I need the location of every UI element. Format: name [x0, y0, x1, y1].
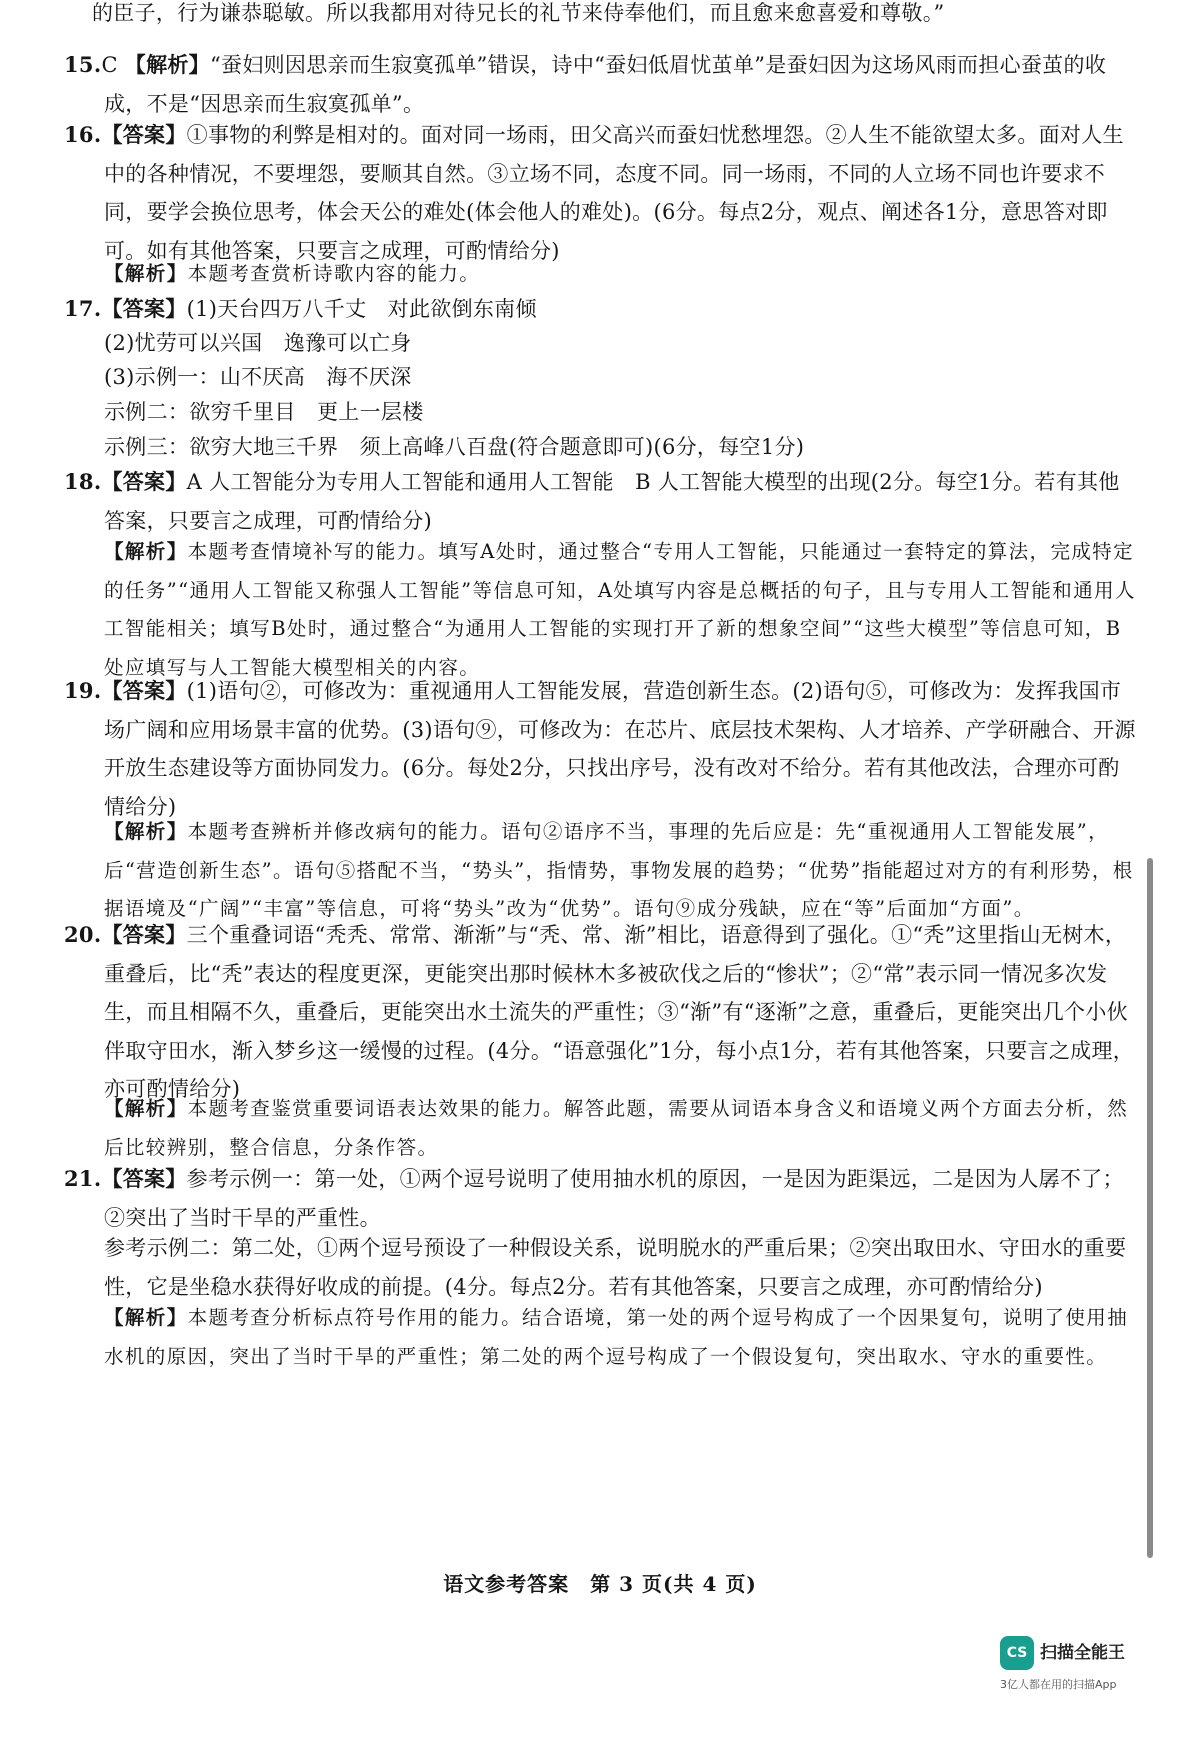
question-number: 17.: [64, 296, 102, 321]
answer-line: 示例三：欲穷大地三千界 须上高峰八百盘(符合题意即可)(6分，每空1分): [104, 435, 805, 459]
question-21-analysis: 【解析】本题考查分析标点符号作用的能力。结合语境，第一处的两个逗号构成了一个因果复句，说明了使用抽水机的原因，突出了当时干旱的严重性；第二处的两个逗号构成了一个假设复句，突出取水、守水的重要性。: [104, 1306, 1129, 1368]
question-20-answer: [64, 916, 1136, 1109]
question-19-analysis: 【解析】本题考查辨析并修改病句的能力。语句②语序不当，事理的先后应是：先“重视通用人工智能发展”，后“营造创新生态”。语句⑤搭配不当，“势头”，指情势，事物发展的趋势；“优势”指能超过对方的有利形势，根据语境及“广阔”“丰富”等信息，可将“势头”改为“优势”。语句⑨成分残缺，应在“等”后面加“方面”。: [104, 820, 1134, 920]
question-19-answer: [64, 672, 1136, 826]
question-text: C 【解析】“蚕妇则因思亲而生寂寞孤单”错误，诗中“蚕妇低眉忧茧单”是蚕妇因为这场风雨而担心蚕茧的收成，不是“因思亲而生寂寞孤单”。: [101, 52, 1107, 116]
section-marker: 【解析】: [124, 52, 210, 77]
question-17-answer: [64, 290, 1136, 329]
camscanner-logo-icon: CS: [1000, 1636, 1034, 1670]
section-marker: 【答案】: [101, 122, 187, 147]
question-16-analysis: 【解析】本题考查赏析诗歌内容的能力。: [104, 262, 481, 285]
answer-text: 【答案】(1)天台四万八千丈 对此欲倒东南倾: [101, 296, 537, 321]
answer-line: 示例二：欲穷千里目 更上一层楼: [104, 400, 424, 424]
answer-line: (2)忧劳可以兴国 逸豫可以亡身: [104, 331, 412, 355]
answer-line: 参考示例二：第二处，①两个逗号预设了一种假设关系，说明脱水的严重后果；②突出取田水、守田水的重要性，它是坐稳水获得好收成的前提。(4分。每点2分。若有其他答案，只要言之成理，亦可酌情给分): [104, 1236, 1127, 1299]
watermark-name: 扫描全能王: [1040, 1643, 1125, 1663]
continuation-line: 的臣子，行为谦恭聪敏。所以我都用对待兄长的礼节来侍奉他们，而且愈来愈喜爱和尊敬。”: [92, 1, 945, 25]
answer-text: 【答案】①事物的利弊是相对的。面对同一场雨，田父高兴而蚕妇忧愁埋怨。②人生不能欲望太多。面对人生中的各种情况，不要埋怨，要顺其自然。③立场不同，态度不同。同一场雨，不同的人立场不同也许要求不同，要学会换位思考，体会天公的难处(体会他人的难处)。(6分。每点2分，观点、阐述各1分，意思答对即可。如有其他答案，只要言之成理，可酌情给分): [101, 122, 1124, 263]
question-20-analysis: 【解析】本题考查鉴赏重要词语表达效果的能力。解答此题，需要从词语本身含义和语境义两个方面去分析，然后比较辨别，整合信息，分条作答。: [104, 1097, 1129, 1159]
answer-text: 【答案】三个重叠词语“秃秃、常常、渐渐”与“秃、常、渐”相比，语意得到了强化。①“秃”这里指山无树木，重叠后，比“秃”表达的程度更深，更能突出那时候林木多被砍伐之后的“惨状”；②“常”表示同一情况多次发生，而且相隔不久，重叠后，更能突出水土流失的严重性；③“渐”有“逐渐”之意，重叠后，更能突出几个小伙伴取守田水，渐入梦乡这一缓慢的过程。(4分。“语意强化”1分，每小点1分，若有其他答案，只要言之成理，亦可酌情给分): [101, 922, 1135, 1101]
question-number: 20.: [64, 922, 102, 947]
section-marker: 【答案】: [101, 678, 187, 703]
question-number: 19.: [64, 678, 102, 703]
scrollbar[interactable]: [1147, 858, 1153, 1558]
section-marker: 【答案】: [101, 469, 187, 494]
question-18-analysis: 【解析】本题考查情境补写的能力。填写A处时，通过整合“专用人工智能，只能通过一套特定的算法，完成特定的任务”“通用人工智能又称强人工智能”等信息可知，A处填写内容是总概括的句子，且与专用人工智能和通用人工智能相关；填写B处时，通过整合“为通用人工智能的实现打开了新的想象空间”“这些大模型”等信息可知，B处应填写与人工智能大模型相关的内容。: [104, 540, 1136, 679]
question-number: 21.: [64, 1166, 102, 1191]
question-15: [64, 46, 1136, 123]
question-18-answer: [64, 463, 1136, 540]
question-16-answer: [64, 116, 1136, 270]
question-number: 15.: [64, 52, 102, 77]
watermark-tagline: 3亿人都在用的扫描App: [1000, 1678, 1117, 1691]
section-marker: 【解析】: [104, 1097, 188, 1120]
section-marker: 【解析】: [104, 540, 188, 563]
question-21-answer: [64, 1160, 1136, 1237]
section-marker: 【解析】: [104, 820, 188, 843]
question-number: 18.: [64, 469, 102, 494]
page-footer: 语文参考答案 第 3 页(共 4 页): [443, 1572, 757, 1596]
question-number: 16.: [64, 122, 102, 147]
answer-text: 【答案】(1)语句②，可修改为：重视通用人工智能发展，营造创新生态。(2)语句⑤，可修改为：发挥我国市场广阔和应用场景丰富的优势。(3)语句⑨，可修改为：在芯片、底层技术架构、人才培养、产学研融合、开源开放生态建设等方面协同发力。(6分。每处2分，只找出序号，没有改对不给分。若有其他改法，合理亦可酌情给分): [101, 678, 1136, 819]
section-marker: 【答案】: [101, 1166, 187, 1191]
section-marker: 【解析】: [104, 262, 188, 285]
answer-text: 【答案】参考示例一：第一处，①两个逗号说明了使用抽水机的原因，一是因为距渠远，二是因为人孱不了；②突出了当时干旱的严重性。: [101, 1166, 1124, 1230]
answer-text: 【答案】A 人工智能分为专用人工智能和通用人工智能 B 人工智能大模型的出现(2分。每空1分。若有其他答案，只要言之成理，可酌情给分): [101, 469, 1120, 533]
answer-line: (3)示例一：山不厌高 海不厌深: [104, 365, 412, 389]
section-marker: 【答案】: [101, 922, 187, 947]
section-marker: 【答案】: [101, 296, 187, 321]
section-marker: 【解析】: [104, 1306, 188, 1329]
